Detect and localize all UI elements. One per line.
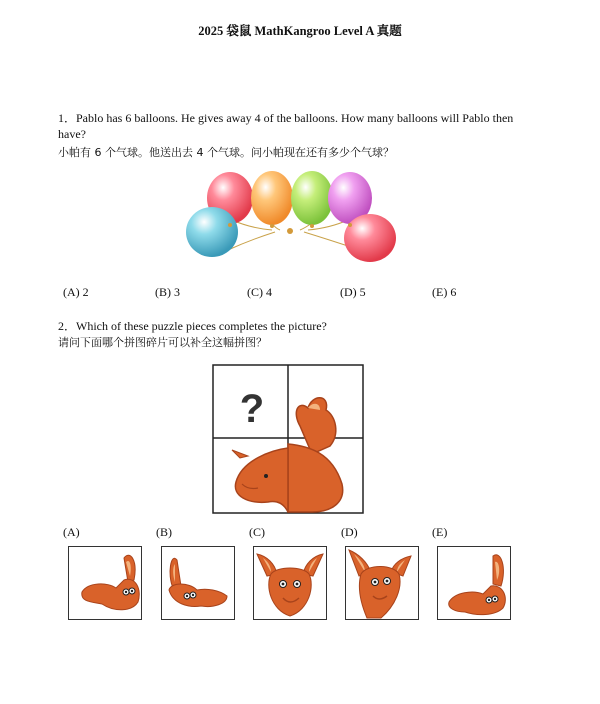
option-c[interactable]: (C) 4 xyxy=(247,285,272,299)
option-a[interactable]: (A) 2 xyxy=(63,285,89,299)
question-2-chinese: 请问下面哪个拼图碎片可以补全这幅拼图？ xyxy=(58,336,267,349)
balloon-icon xyxy=(186,207,238,257)
option-d[interactable]: (D) 5 xyxy=(340,285,366,299)
choice-a-piece[interactable] xyxy=(68,546,142,620)
option-b[interactable]: (B) 3 xyxy=(155,285,180,299)
choice-b-piece[interactable] xyxy=(161,546,235,620)
question-2-english: 2．Which of these puzzle pieces completes the picture? xyxy=(58,319,327,333)
choice-label-c[interactable]: (C) xyxy=(249,525,265,539)
question-1-chinese: 小帕有 6 个气球。他送出去 4 个气球。问小帕现在还有多少个气球？ xyxy=(58,146,394,159)
choice-e-piece[interactable] xyxy=(437,546,511,620)
balloons-illustration xyxy=(180,168,405,263)
question-mark-icon: ? xyxy=(239,387,265,431)
page-title: 2025 袋鼠 MathKangroo Level A 真题 xyxy=(198,24,402,38)
choice-label-d[interactable]: (D) xyxy=(341,525,358,539)
balloon-icon xyxy=(251,171,293,225)
choice-d-piece[interactable] xyxy=(345,546,419,620)
choice-label-a[interactable]: (A) xyxy=(63,525,80,539)
choice-label-e[interactable]: (E) xyxy=(432,525,448,539)
balloon-icon xyxy=(344,214,396,262)
balloon-icon xyxy=(291,171,333,225)
question-1-english: 1．Pablo has 6 balloons. He gives away 4 of the balloons. How many balloons will Pablo then have? xyxy=(58,111,514,141)
choice-label-b[interactable]: (B) xyxy=(156,525,172,539)
option-e[interactable]: (E) 6 xyxy=(432,285,457,299)
puzzle-grid xyxy=(212,364,364,514)
choice-c-piece[interactable] xyxy=(253,546,327,620)
